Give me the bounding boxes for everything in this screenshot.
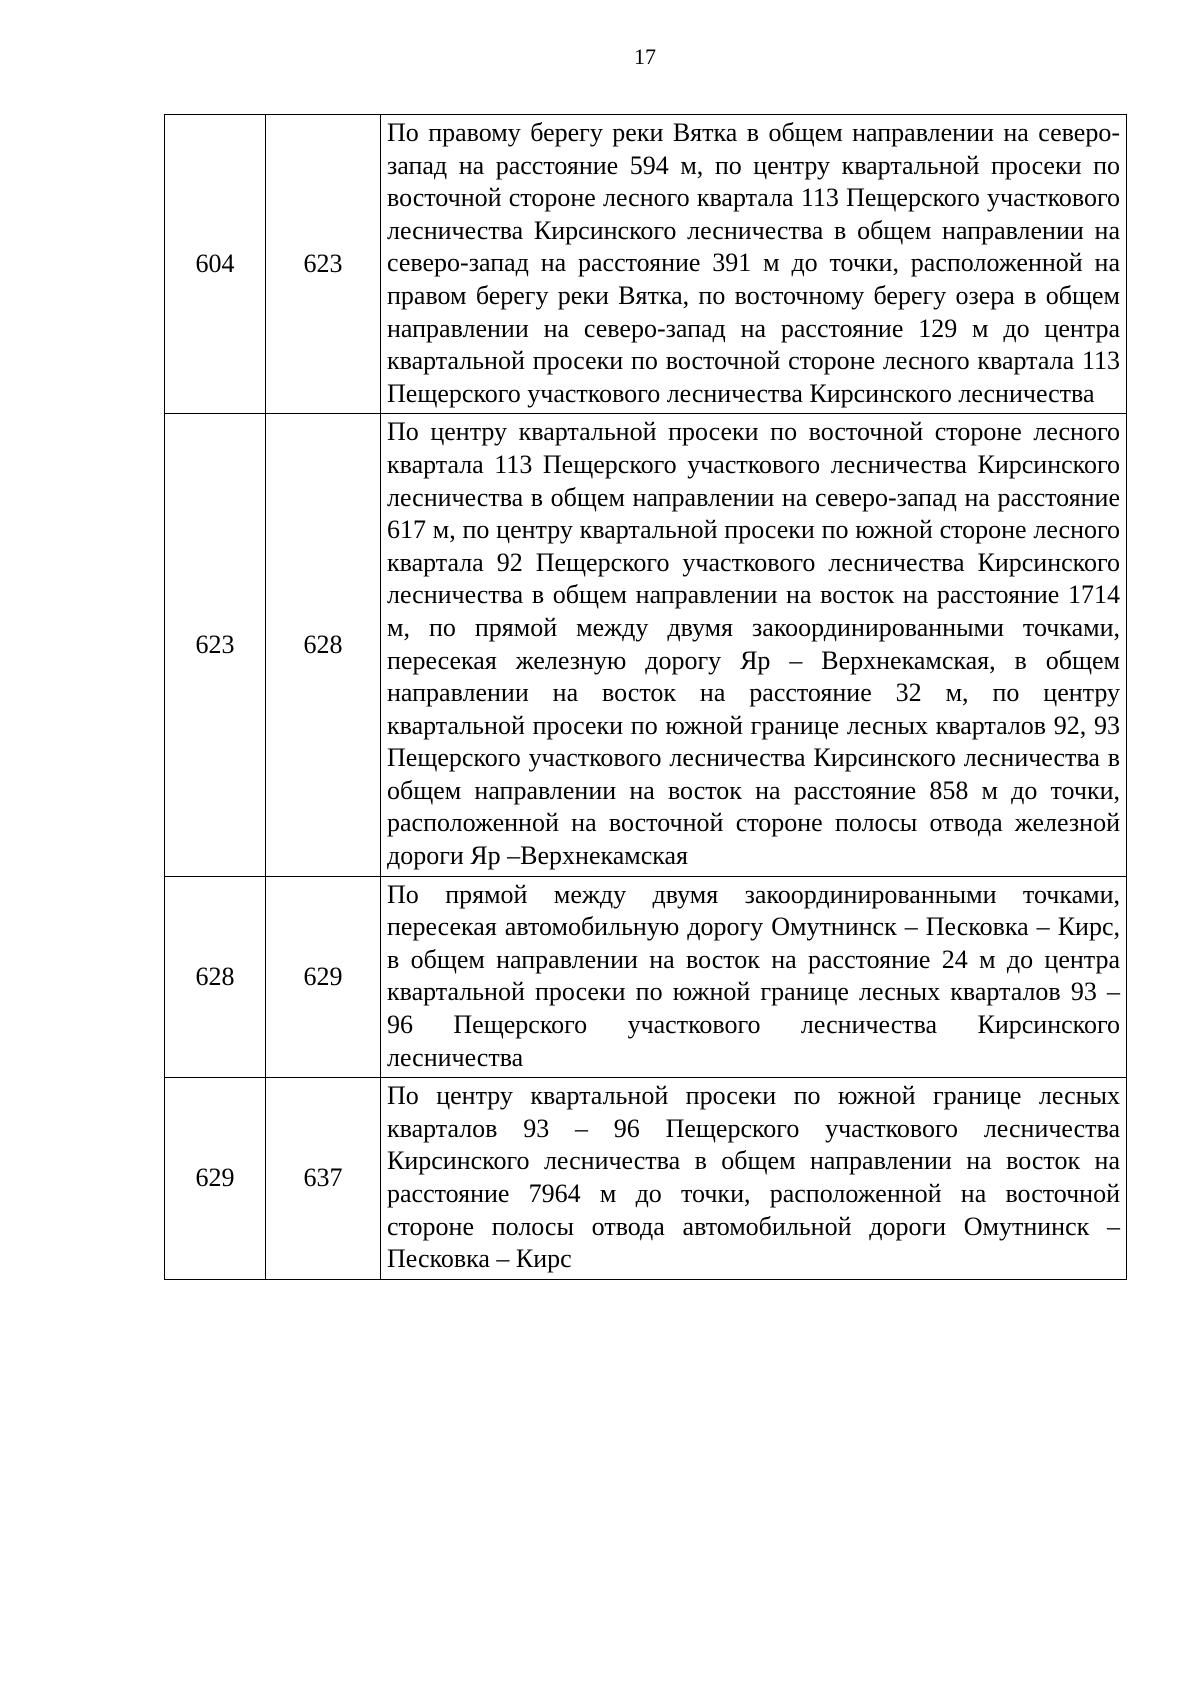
boundary-table xyxy=(164,114,1127,1280)
from-point-cell: 628 xyxy=(165,876,266,1078)
to-point-cell: 637 xyxy=(266,1078,381,1280)
from-point-cell: 629 xyxy=(165,1078,266,1280)
page-number: 17 xyxy=(634,44,656,69)
to-point-cell: 628 xyxy=(266,414,381,876)
from-point-cell: 623 xyxy=(165,414,266,876)
description-cell: По правому берегу реки Вятка в общем направлении на северо-запад на расстояние 594 м, по центру квартальной просеки по восточной стороне лесного квартала 113 Пещерского участкового лесничества Кирсинского лесничества в общем направлении на северо-запад на расстояние 391 м до точки, расположенной на правом берегу реки Вятка, по восточному берегу озера в общем направлении на северо-запад на расстояние 129 м до центра квартальной просеки по восточной стороне лесного квартала 113 Пещерского участкового лесничества Кирсинского лесничества xyxy=(381,115,1127,414)
table-row xyxy=(165,115,1127,414)
from-point-cell: 604 xyxy=(165,115,266,414)
table-row xyxy=(165,876,1127,1078)
description-cell: По центру квартальной просеки по южной границе лесных кварталов 93 – 96 Пещерского участкового лесничества Кирсинского лесничества в общем направлении на восток на расстояние 7964 м до точки, расположенной на восточной стороне полосы отвода автомобильной дороги Омутнинск – Песковка – Кирс xyxy=(381,1078,1127,1280)
description-cell: По центру квартальной просеки по восточной стороне лесного квартала 113 Пещерского участкового лесничества Кирсинского лесничества в общем направлении на северо-запад на расстояние 617 м, по центру квартальной просеки по южной стороне лесного квартала 92 Пещерского участкового лесничества Кирсинского лесничества в общем направлении на восток на расстояние 1714 м, по прямой между двумя закоординированными точками, пересекая железную дорогу Яр – Верхнекамская, в общем направлении на восток на расстояние 32 м, по центру квартальной просеки по южной границе лесных кварталов 92, 93 Пещерского участкового лесничества Кирсинского лесничества в общем направлении на восток на расстояние 858 м до точки, расположенной на восточной стороне полосы отвода железной дороги Яр –Верхнекамская xyxy=(381,414,1127,876)
table-row xyxy=(165,1078,1127,1280)
to-point-cell: 629 xyxy=(266,876,381,1078)
table-row xyxy=(165,414,1127,876)
description-cell: По прямой между двумя закоординированными точками, пересекая автомобильную дорогу Омутнинск – Песковка – Кирс, в общем направлении на восток на расстояние 24 м до центра квартальной просеки по южной границе лесных кварталов 93 – 96 Пещерского участкового лесничества Кирсинского лесничества xyxy=(381,876,1127,1078)
to-point-cell: 623 xyxy=(266,115,381,414)
